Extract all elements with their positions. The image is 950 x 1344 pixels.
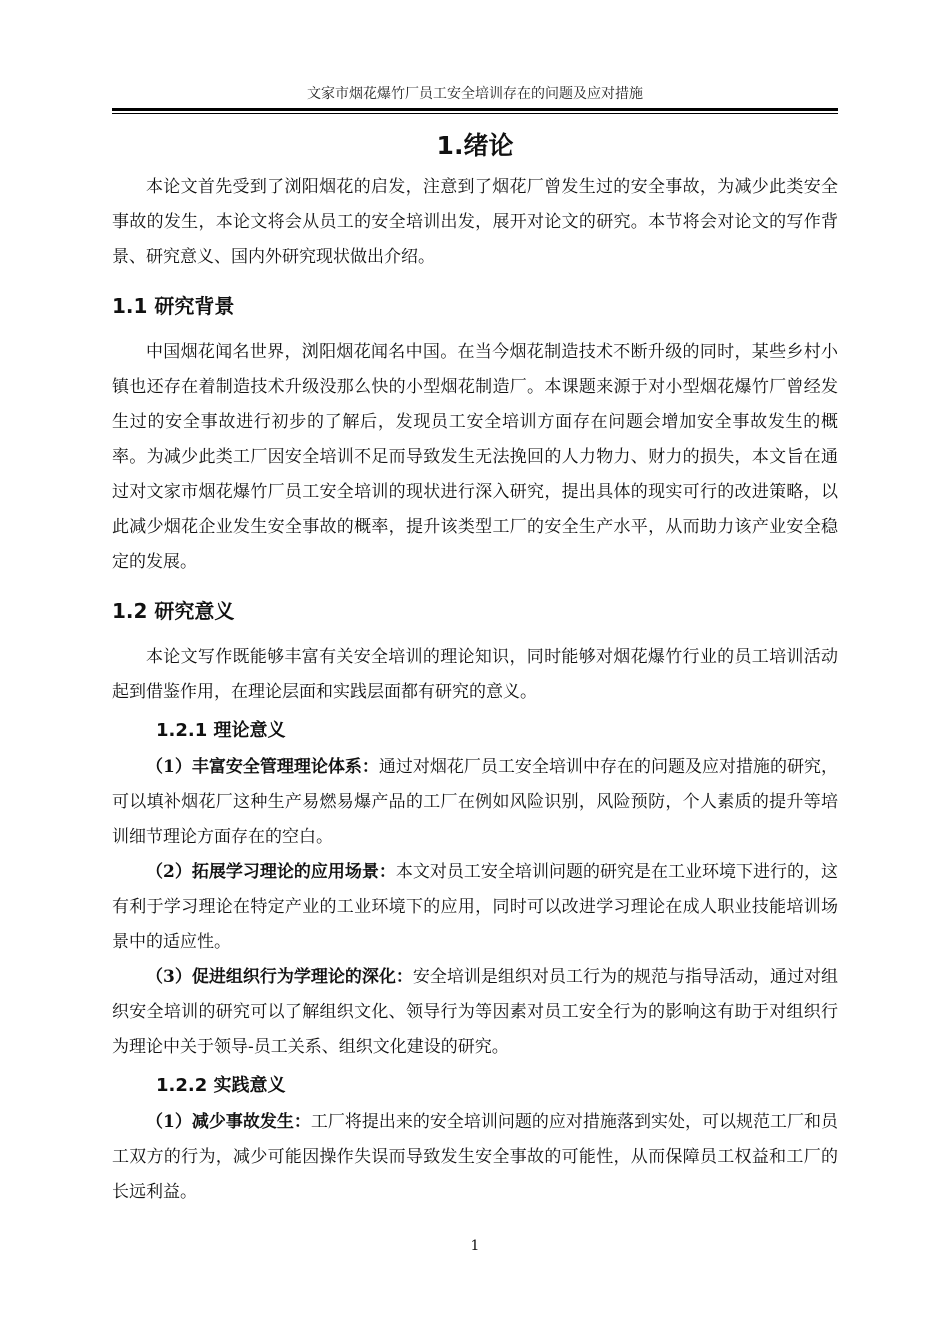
page-body [112, 124, 838, 1210]
running-header: 文家市烟花爆竹厂员工安全培训存在的问题及应对措施 [307, 86, 643, 102]
item-lead: （2）拓展学习理论的应用场景： [146, 862, 396, 882]
subsection-heading-practical: 1.2.2 实践意义 [156, 1075, 286, 1096]
item-text: 安全培训是组织对员工行为的规范与指导活动，通过对组织安全培训的研究可以了解组织文化、领导行为等因素对员工安全行为的影响这有助于对组织行为理论中关于领导-员工关系、组织文化建设的研究。 [112, 967, 839, 1057]
item-lead: （3）促进组织行为学理论的深化： [146, 967, 413, 987]
theoretical-item-1 [112, 750, 838, 855]
header-rule-thick [112, 108, 838, 111]
section-heading-background: 1.1 研究背景 [112, 294, 235, 318]
item-text: 本文对员工安全培训问题的研究是在工业环境下进行的，这有利于学习理论在特定产业的工业环境下的应用，同时可以改进学习理论在成人职业技能培训场景中的适应性。 [112, 862, 839, 952]
section-heading-significance: 1.2 研究意义 [112, 599, 235, 623]
chapter-title: 1.绪论 [436, 131, 514, 160]
background-paragraph: 中国烟花闻名世界，浏阳烟花闻名中国。在当今烟花制造技术不断升级的同时，某些乡村小镇也还存在着制造技术升级没那么快的小型烟花制造厂。本课题来源于对小型烟花爆竹厂曾经发生过的安全事故进行初步的了解后，发现员工安全培训方面存在问题会增加安全事故发生的概率。为减少此类工厂因安全培训不足而导致发生无法挽回的人力物力、财力的损失，本文旨在通过对文家市烟花爆竹厂员工安全培训的现状进行深入研究，提出具体的现实可行的改进策略，以此减少烟花企业发生安全事故的概率，提升该类型工厂的安全生产水平，从而助力该产业安全稳定的发展。 [112, 342, 838, 572]
item-lead: （1）丰富安全管理理论体系： [146, 757, 379, 777]
item-text: 工厂将提出来的安全培训问题的应对措施落到实处，可以规范工厂和员工双方的行为，减少可能因操作失误而导致发生安全事故的可能性，从而保障员工权益和工厂的长远利益。 [112, 1112, 838, 1202]
header-rule-thin [112, 113, 838, 114]
theoretical-item-3 [112, 960, 838, 1065]
page-number: 1 [470, 1238, 480, 1254]
theoretical-item-2 [112, 855, 838, 960]
item-text: 通过对烟花厂员工安全培训中存在的问题及应对措施的研究，可以填补烟花厂这种生产易燃易爆产品的工厂在例如风险识别，风险预防，个人素质的提升等培训细节理论方面存在的空白。 [112, 757, 839, 847]
significance-paragraph: 本论文写作既能够丰富有关安全培训的理论知识，同时能够对烟花爆竹行业的员工培训活动起到借鉴作用，在理论层面和实践层面都有研究的意义。 [112, 647, 838, 702]
chapter-intro-paragraph: 本论文首先受到了浏阳烟花的启发，注意到了烟花厂曾发生过的安全事故，为减少此类安全事故的发生，本论文将会从员工的安全培训出发，展开对论文的研究。本节将会对论文的写作背景、研究意义、国内外研究现状做出介绍。 [112, 177, 838, 267]
subsection-heading-theoretical: 1.2.1 理论意义 [156, 720, 286, 741]
practical-item-1 [112, 1105, 838, 1210]
item-lead: （1）减少事故发生： [146, 1112, 311, 1132]
